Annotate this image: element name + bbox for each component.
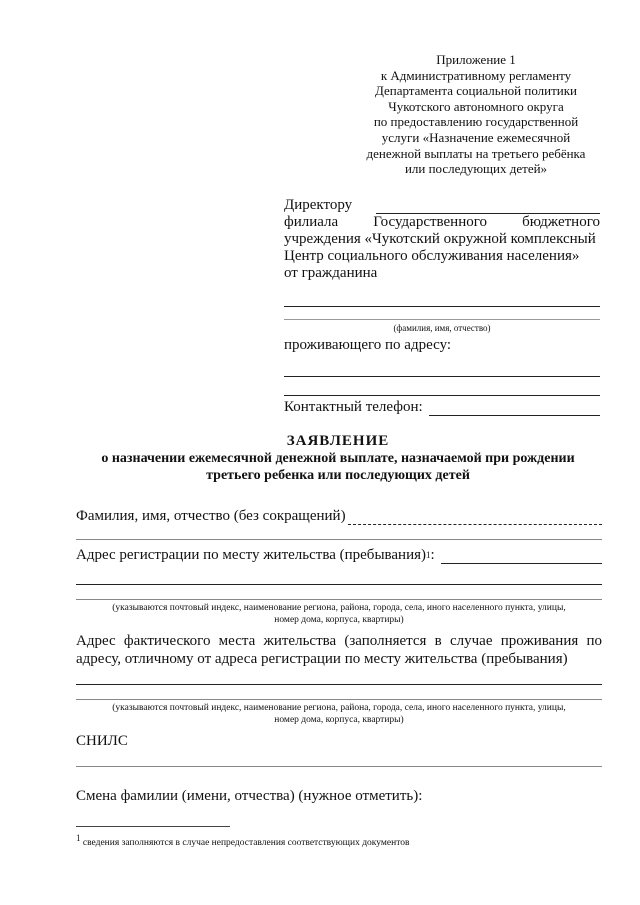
applicant-name-field[interactable] <box>284 292 600 307</box>
fio-row <box>76 507 602 525</box>
word: филиала <box>284 214 339 230</box>
title-main: ЗАЯВЛЕНИЕ <box>286 433 390 449</box>
addressee-line-3: учреждения «Чукотский окружной комплексный <box>284 231 596 247</box>
footnote <box>76 832 409 849</box>
name-change-label: Смена фамилии (имени, отчества) (нужное отметить): <box>76 788 423 804</box>
reg-address-row <box>76 546 602 564</box>
appendix-line: денежной выплаты на третьего ребёнка <box>366 145 586 161</box>
word: Государственного <box>373 214 488 230</box>
footnote-mark: 1 <box>76 833 81 843</box>
reg-address-field-3[interactable] <box>76 599 602 600</box>
appendix-line: или последующих детей» <box>404 161 548 177</box>
reg-address-field-2[interactable] <box>76 584 602 585</box>
title-sub-line1: о назначении ежемесячной денежной выплате, назначаемой при рождении <box>101 451 575 466</box>
actual-address-field[interactable] <box>76 684 602 685</box>
reg-address-label: Адрес регистрации по месту жительства (пребывания) <box>76 547 427 563</box>
actual-hint-2: номер дома, корпуса, квартиры) <box>274 715 404 725</box>
director-row <box>284 197 600 214</box>
address-hint-2: номер дома, корпуса, квартиры) <box>274 615 404 625</box>
title-sub-line2: третьего ребенка или последующих детей <box>206 468 470 483</box>
fio-field-2[interactable] <box>76 539 602 540</box>
phone-field[interactable] <box>429 401 600 416</box>
word: бюджетного <box>522 214 600 230</box>
appendix-line: услуги «Назначение ежемесячной <box>381 129 571 145</box>
appendix-line: Чукотского автономного округа <box>388 98 564 114</box>
appendix-header <box>352 52 600 177</box>
actual-address-text: Адрес фактического места жительства (заполняется в случае проживания по адресу, отличному от адреса регистрации по месту жительства (пребывания) <box>76 633 602 667</box>
from-label: от гражданина <box>284 265 378 281</box>
director-field[interactable] <box>376 199 600 214</box>
footnote-text: сведения заполняются в случае непредоставления соответствующих документов <box>82 838 410 849</box>
fio-hint: (фамилия, имя, отчество) <box>393 323 491 333</box>
phone-row <box>284 399 600 416</box>
appendix-line: Департамента социальной политики <box>374 83 578 99</box>
actual-address-field-2[interactable] <box>76 699 602 700</box>
form-body <box>76 507 602 805</box>
fio-field[interactable] <box>348 510 602 525</box>
reg-colon: : <box>430 547 435 563</box>
actual-hint-1: (указываются почтовый индекс, наименование региона, района, города, села, иного населенного пункта, улицы, <box>112 703 566 713</box>
address-hint-1: (указываются почтовый индекс, наименование региона, района, города, села, иного населенного пункта, улицы, <box>112 603 566 613</box>
snils-label: СНИЛС <box>76 733 128 749</box>
footnote-rule <box>76 826 230 827</box>
address-label: проживающего по адресу: <box>284 337 452 353</box>
addressee-block <box>284 197 600 416</box>
addressee-line-4: Центр социального обслуживания населения» <box>284 248 580 264</box>
addressee-line-2 <box>284 214 600 231</box>
applicant-address-field[interactable] <box>284 362 600 377</box>
director-label: Директору <box>284 197 353 213</box>
appendix-line: к Административному регламенту <box>380 67 572 83</box>
phone-label: Контактный телефон: <box>284 399 423 415</box>
fio-label: Фамилия, имя, отчество (без сокращений) <box>76 508 346 524</box>
snils-field[interactable] <box>76 766 602 767</box>
applicant-name-field-2[interactable] <box>284 319 600 320</box>
statement-title <box>70 432 606 484</box>
footnote-ref: 1 <box>426 550 431 560</box>
applicant-address-field-2[interactable] <box>284 381 600 396</box>
reg-address-field[interactable] <box>441 549 602 564</box>
appendix-line: по предоставлению государственной <box>373 114 579 130</box>
appendix-line: Приложение 1 <box>436 52 516 67</box>
